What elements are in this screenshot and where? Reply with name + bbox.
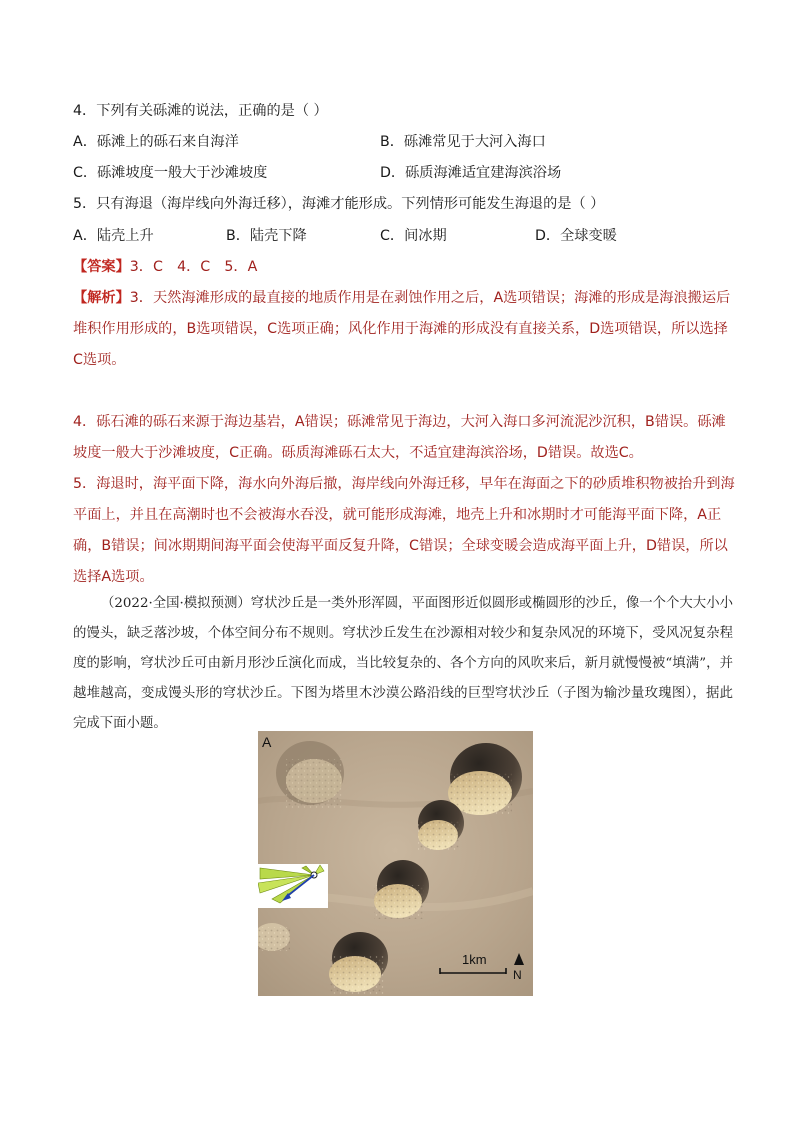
dune-3 — [418, 800, 464, 851]
analysis-line-6: 5．海退时，海平面下降，海水向外海后撤，海岸线向外海迁移，早年在海面之下的砂质堆积物被抬升到海 — [73, 476, 735, 492]
analysis-line-5: 坡度一般大于沙滩坡度，C正确。砾质海滩砾石太大，不适宜建海滨浴场，D错误。故选C。 — [73, 445, 643, 461]
dune-satellite-figure — [258, 731, 533, 996]
sand-rose-inset — [258, 864, 328, 908]
analysis-line-9: 选择A选项。 — [73, 569, 154, 585]
answer-tag: 【答案】 — [73, 259, 130, 275]
q5-option-c: C．间冰期 — [380, 228, 447, 244]
scale-label: 1km — [462, 952, 487, 967]
dune-1 — [276, 741, 344, 809]
analysis-line-2: 堆积作用形成的，B选项错误，C选项正确；风化作用于海滩的形成没有直接关系，D选项错误，所以选择 — [73, 321, 728, 337]
q5-option-a: A．陆壳上升 — [73, 228, 154, 244]
q4-option-b: B．砾滩常见于大河入海口 — [380, 134, 546, 150]
analysis-line-7: 平面上，并且在高潮时也不会被海水吞没，就可能形成海滩，地壳上升和冰期时才可能海平面下降，A正 — [73, 507, 722, 523]
q4-stem: 4．下列有关砾滩的说法，正确的是（ ） — [73, 103, 328, 119]
analysis-text-1: 3．天然海滩形成的最直接的地质作用是在剥蚀作用之后，A选项错误；海滩的形成是海浪搬运后 — [129, 290, 731, 306]
q4-option-c: C．砾滩坡度一般大于沙滩坡度 — [73, 165, 268, 181]
q4-option-d: D．砾质海滩适宜建海滨浴场 — [380, 165, 562, 181]
corner-label: A — [262, 734, 272, 750]
north-label: N — [513, 968, 522, 982]
answer-text: 3．C 4．C 5．A — [129, 259, 258, 275]
analysis-line-8: 确，B错误；间冰期期间海平面会使海平面反复升降，C错误；全球变暖会造成海平面上升，D错误，所以 — [73, 538, 728, 554]
material-intro-text: （2022·全国·模拟预测）穹状沙丘是一类外形浑圆，平面图形近似圆形或椭圆形的沙丘，像一个个大大小小的馒头，缺乏落沙坡，个体空间分布不规则。穹状沙丘发生在沙源相对较少和复杂风况的环境下，受风况复杂程度的影响，穹状沙丘可由新月形沙丘演化而成，当比较复杂的、各个方向的风吹来后，新月就慢慢被“填满”，并越堆越高，变成馒头形的穹状沙丘。下图为塔里木沙漠公路沿线的巨型穹状沙丘（子图为输沙量玫瑰图），据此完成下面小题。 — [73, 596, 733, 731]
answer-line — [73, 257, 257, 277]
q5-stem: 5．只有海退（海岸线向外海迁移），海滩才能形成。下列情形可能发生海退的是（ ） — [73, 196, 605, 212]
analysis-line-3: C选项。 — [73, 352, 126, 368]
analysis-tag: 【解析】 — [73, 290, 130, 306]
dune-satellite-image — [258, 731, 533, 996]
analysis-line-1 — [73, 288, 730, 308]
q5-option-d: D．全球变暖 — [535, 228, 617, 244]
dune-6 — [258, 923, 290, 951]
q5-option-b: B．陆壳下降 — [226, 228, 307, 244]
material-intro — [73, 589, 733, 739]
analysis-line-4: 4．砾石滩的砾石来源于海边基岩，A错误；砾滩常见于海边，大河入海口多河流泥沙沉积，B错误。砾滩 — [73, 414, 726, 430]
q4-option-a: A．砾滩上的砾石来自海洋 — [73, 134, 239, 150]
